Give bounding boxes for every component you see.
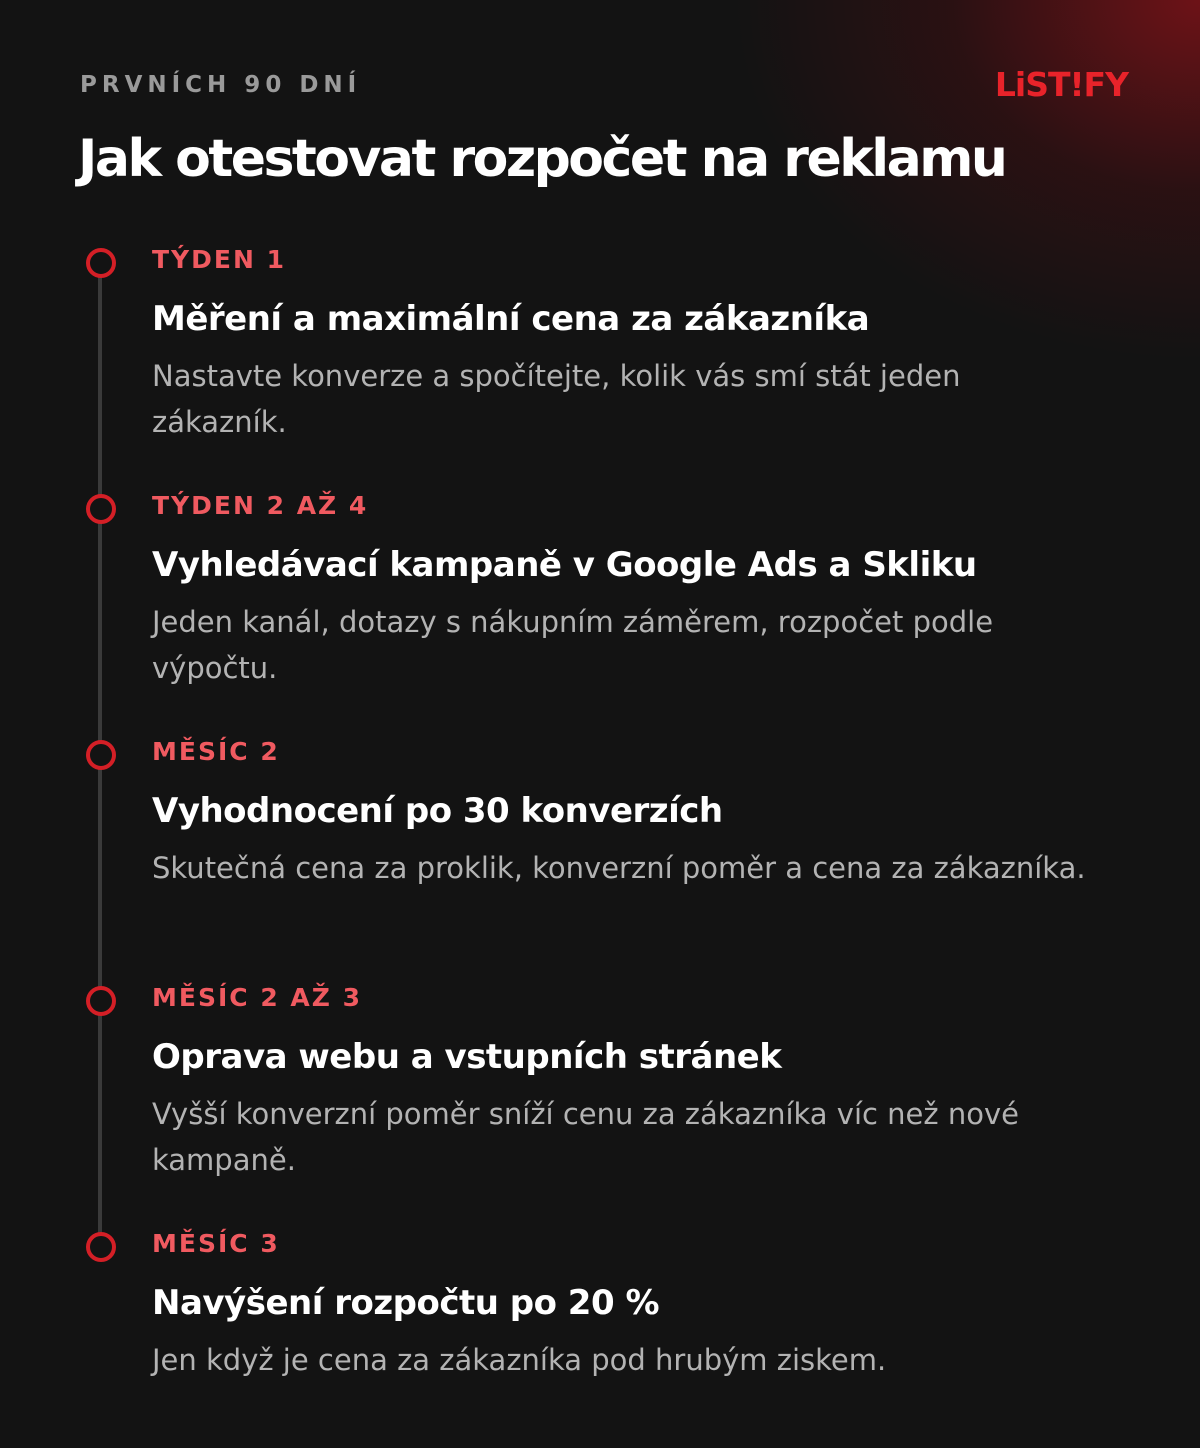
timeline-step-week-2-4 [152,489,1112,691]
step-description: Nastavte konverze a spočítejte, kolik vás smí stát jeden zákazník. [152,359,961,439]
timeline-step-month-3 [152,1227,1112,1383]
step-description: Jeden kanál, dotazy s nákupním záměrem, rozpočet podle výpočtu. [152,605,994,685]
listify-logo: LiST!FY [994,65,1128,104]
timeline-step-month-2-3 [152,981,1112,1183]
step-label: TÝDEN 2 AŽ 4 [152,491,369,520]
timeline-step-month-2 [152,735,1112,891]
timeline-step-week-1 [152,243,1112,445]
timeline-dot-icon [86,740,116,770]
step-description: Skutečná cena za proklik, konverzní poměr a cena za zákazníka. [152,851,1086,885]
step-label: TÝDEN 1 [152,245,287,274]
step-heading: Vyhodnocení po 30 konverzích [152,791,723,831]
step-label: MĚSÍC 2 [152,737,280,766]
step-heading: Měření a maximální cena za zákazníka [152,299,870,339]
page-title: Jak otestovat rozpočet na reklamu [78,129,1006,189]
step-description: Vyšší konverzní poměr sníží cenu za zákazníka víc než nové kampaně. [152,1097,1019,1177]
step-description: Jen když je cena za zákazníka pod hrubým ziskem. [152,1343,887,1377]
step-heading: Navýšení rozpočtu po 20 % [152,1283,660,1323]
timeline-dot-icon [86,494,116,524]
timeline-dot-icon [86,986,116,1016]
step-label: MĚSÍC 3 [152,1229,280,1258]
timeline-dot-icon [86,248,116,278]
step-heading: Vyhledávací kampaně v Google Ads a Skliku [152,545,977,585]
step-label: MĚSÍC 2 AŽ 3 [152,983,362,1012]
timeline-dot-icon [86,1232,116,1262]
step-heading: Oprava webu a vstupních stránek [152,1037,782,1077]
kicker-text: PRVNÍCH 90 DNÍ [80,72,362,98]
